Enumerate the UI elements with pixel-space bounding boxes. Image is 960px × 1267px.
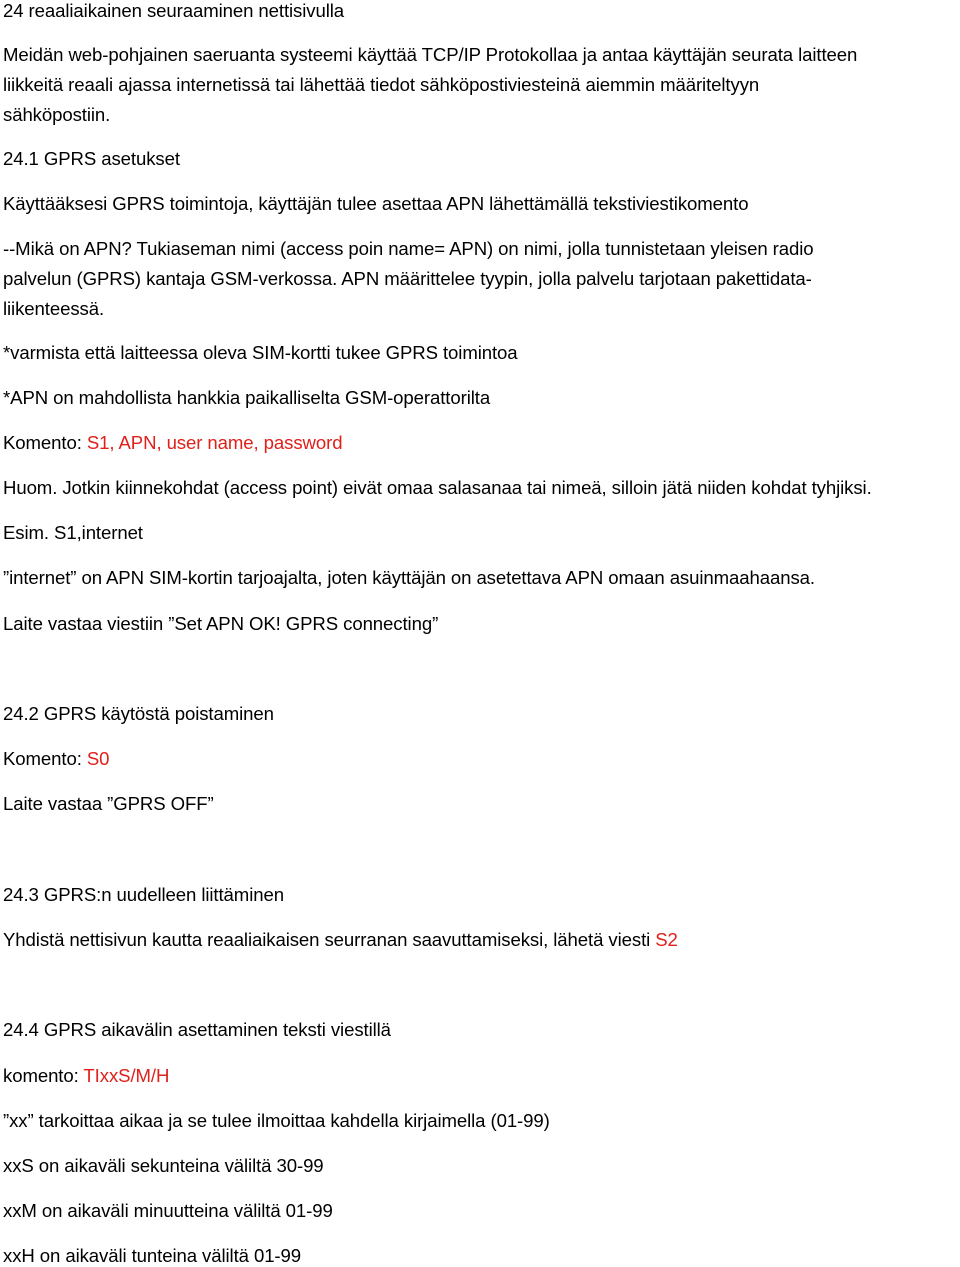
note-apn-operator: *APN on mahdollista hankkia paikalliselta GSM-operattorilta [3, 387, 491, 408]
subsection-title-24-4: 24.4 GPRS aikavälin asettaminen teksti viestillä [3, 1019, 391, 1040]
apn-explanation-line-1: --Mikä on APN? Tukiaseman nimi (access poin name= APN) on nimi, jolla tunnistetaan yleisen radio [3, 238, 814, 259]
xxh-interval: xxH on aikaväli tunteina väliltä 01-99 [3, 1245, 302, 1266]
xx-note: ”xx” tarkoittaa aikaa ja se tulee ilmoittaa kahdella kirjaimella (01-99) [3, 1110, 550, 1131]
command-value: TIxxS/M/H [83, 1065, 170, 1086]
xxs-interval: xxS on aikaväli sekunteina väliltä 30-99 [3, 1155, 324, 1176]
apn-explanation-line-2: palvelun (GPRS) kantaja GSM-verkossa. APN määrittelee tyypin, jolla palvelu tarjotaan pakettidata- [3, 268, 812, 289]
intro-line-2: liikkeitä reaali ajassa internetissä tai lähettää tiedot sähköpostiviesteinä aiemmin määriteltyyn [3, 74, 760, 95]
subsection-title-24-1: 24.1 GPRS asetukset [3, 148, 180, 169]
command-label: Komento: [3, 432, 87, 453]
reconnect-text [3, 929, 678, 951]
apn-explanation-line-3: liikenteessä. [3, 298, 105, 319]
example-command: Esim. S1,internet [3, 522, 143, 543]
subsection-title-24-3: 24.3 GPRS:n uudelleen liittäminen [3, 884, 284, 905]
note-sim-card: *varmista että laitteessa oleva SIM-kortti tukee GPRS toimintoa [3, 342, 518, 363]
intro-line-3: sähköpostiin. [3, 104, 111, 125]
command-line-s0 [3, 748, 109, 770]
device-reply-s1: Laite vastaa viestiin ”Set APN OK! GPRS connecting” [3, 613, 439, 634]
command-value: S1, APN, user name, password [86, 432, 343, 453]
xxm-interval: xxM on aikaväli minuutteina väliltä 01-99 [3, 1200, 333, 1221]
command-label: Komento: [3, 748, 87, 769]
command-line-ti [3, 1065, 169, 1087]
gprs-settings-text: Käyttääksesi GPRS toimintoja, käyttäjän tulee asettaa APN lähettämällä tekstiviestikomento [3, 193, 749, 214]
reconnect-description: Yhdistä nettisivun kautta reaaliaikaisen seurranan saavuttamiseksi, lähetä viesti [3, 929, 656, 950]
section-heading: 24 reaaliaikainen seuraaminen nettisivulla [3, 0, 345, 21]
intro-line-1: Meidän web-pohjainen saeruanta systeemi käyttää TCP/IP Protokollaa ja antaa käyttäjän seurata laitteen [3, 44, 858, 65]
command-value: S2 [655, 929, 678, 950]
huom-note: Huom. Jotkin kiinnekohdat (access point) eivät omaa salasanaa tai nimeä, silloin jätä niiden kohdat tyhjiksi. [3, 477, 872, 498]
device-reply-s0: Laite vastaa ”GPRS OFF” [3, 793, 214, 814]
command-value: S0 [86, 748, 110, 769]
example-note: ”internet” on APN SIM-kortin tarjoajalta, joten käyttäjän on asetettava APN omaan asuinmaahaansa. [3, 567, 815, 588]
command-line-s1 [3, 432, 342, 454]
command-label: komento: [3, 1065, 84, 1086]
subsection-title-24-2: 24.2 GPRS käytöstä poistaminen [3, 703, 274, 724]
